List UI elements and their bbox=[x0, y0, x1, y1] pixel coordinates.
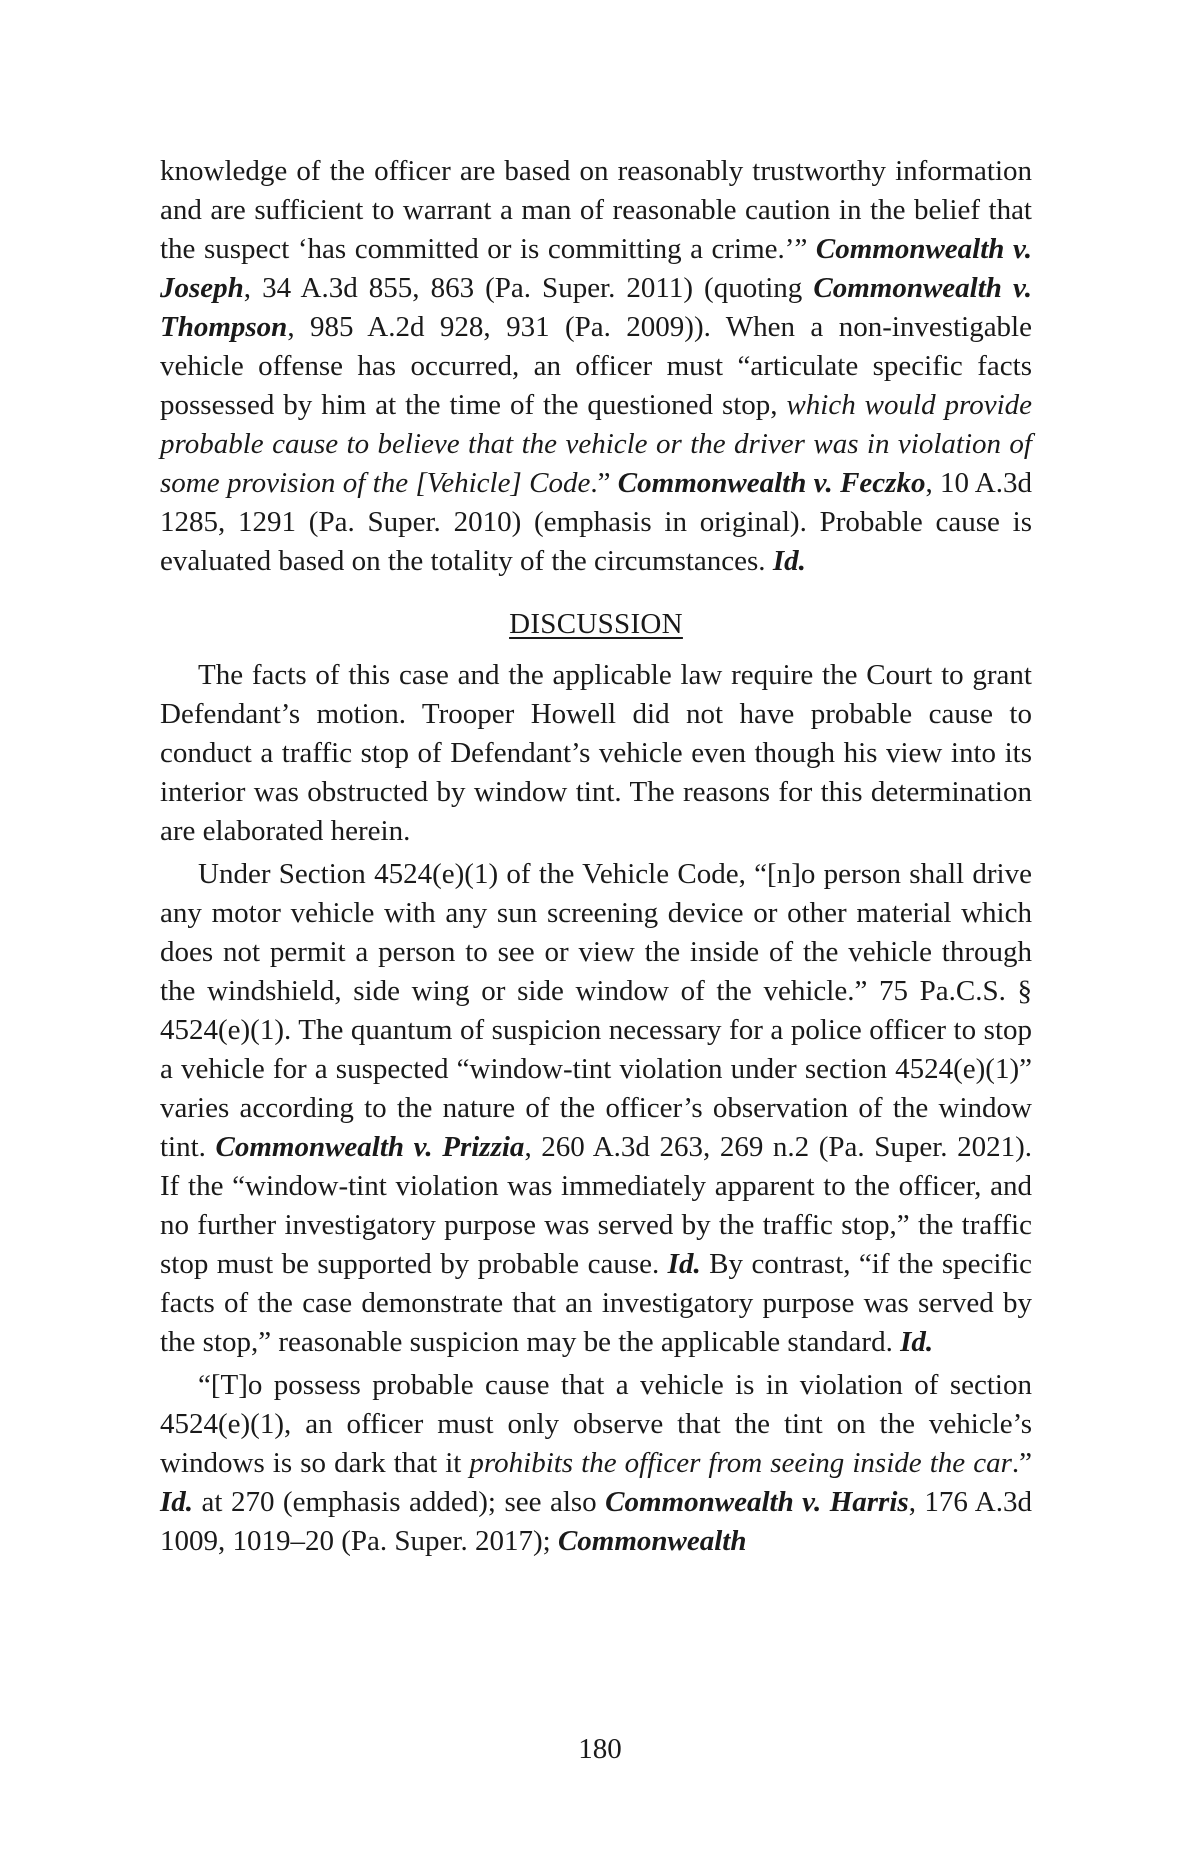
text-run: , 176 A.3d 1009, 1019–20 (Pa. Super. 2017); bbox=[160, 1486, 1032, 1557]
text-run: knowledge of the officer are based on reasonably trustworthy information and are sufficient to warrant a man of reasonable caution in the belief that the suspect ‘has committed or is committing a crime.’” bbox=[160, 155, 1032, 265]
text-run: , 10 A.3d 1285, 1291 (Pa. Super. 2010) (emphasis in original). Probable cause is evaluated based on the totality of the circumstances. bbox=[160, 467, 1032, 577]
paragraph-section-4524 bbox=[160, 855, 1032, 1362]
text-run: .” bbox=[1011, 1447, 1032, 1479]
case-citation: Commonwealth v. Feczko bbox=[617, 467, 926, 499]
text-run: at 270 (emphasis added); see also bbox=[193, 1486, 606, 1518]
text-run: , 985 A.2d 928, 931 (Pa. 2009)). When a non-investigable vehicle offense has occurred, an officer must “articulate specific facts possessed by him at the time of the questioned stop, bbox=[160, 311, 1032, 421]
text-run: .” bbox=[590, 467, 618, 499]
page-number: 180 bbox=[578, 1733, 622, 1765]
case-citation: Id. bbox=[667, 1248, 701, 1280]
document-page bbox=[160, 152, 1032, 1561]
case-citation: Id. bbox=[160, 1486, 194, 1518]
emphasized-quote: which would provide probable cause to believe that the vehicle or the driver was in violation of some provision of the [Vehicle] Code bbox=[160, 389, 1032, 499]
paragraph-probable-cause-standard bbox=[160, 152, 1032, 581]
case-citation: Id. bbox=[772, 545, 806, 577]
case-citation: Id. bbox=[900, 1326, 934, 1358]
text-run: , 260 A.3d 263, 269 n.2 (Pa. Super. 2021). If the “window-tint violation was immediately apparent to the officer, and no further investigatory purpose was served by the traffic stop,” the traffic stop must be supported by probable cause. bbox=[160, 1131, 1033, 1280]
paragraph-tint-probable-cause bbox=[160, 1366, 1032, 1561]
case-citation: Commonwealth v. Joseph bbox=[160, 233, 1033, 304]
case-citation: Commonwealth v. Harris bbox=[605, 1486, 909, 1518]
text-run: Under Section 4524(e)(1) of the Vehicle Code, “[n]o person shall drive any motor vehicle with any sun screening device or other material which does not permit a person to see or view the inside of the vehicle through the windshield, side wing or side window of the vehicle.” 75 Pa.C.S. § 4524(e)(1). The quantum of suspicion necessary for a police officer to stop a vehicle for a suspected “window-tint violation under section 4524(e)(1)” varies according to the nature of the officer’s observation of the window tint. bbox=[160, 858, 1032, 1163]
text-run: “[T]o possess probable cause that a vehicle is in violation of section 4524(e)(1), an officer must only observe that the tint on the vehicle’s windows is so dark that it bbox=[160, 1369, 1032, 1479]
section-heading: DISCUSSION bbox=[509, 608, 683, 640]
emphasized-quote: prohibits the officer from seeing inside the car bbox=[469, 1447, 1012, 1479]
case-citation: Commonwealth v. Thompson bbox=[160, 272, 1032, 343]
paragraph-discussion-intro: The facts of this case and the applicable law require the Court to grant Defendant’s motion. Trooper Howell did not have probable cause to conduct a traffic stop of Defendant’s vehicle even though his view into its interior was obstructed by window tint. The reasons for this determination are elaborated herein. bbox=[160, 659, 1032, 847]
text-run: , 34 A.3d 855, 863 (Pa. Super. 2011) (quoting bbox=[243, 272, 814, 304]
case-citation: Commonwealth bbox=[557, 1525, 747, 1557]
case-citation: Commonwealth v. Prizzia bbox=[215, 1131, 525, 1163]
text-run: By contrast, “if the specific facts of the case demonstrate that an investigatory purpose was served by the stop,” reasonable suspicion may be the applicable standard. bbox=[160, 1248, 1032, 1358]
